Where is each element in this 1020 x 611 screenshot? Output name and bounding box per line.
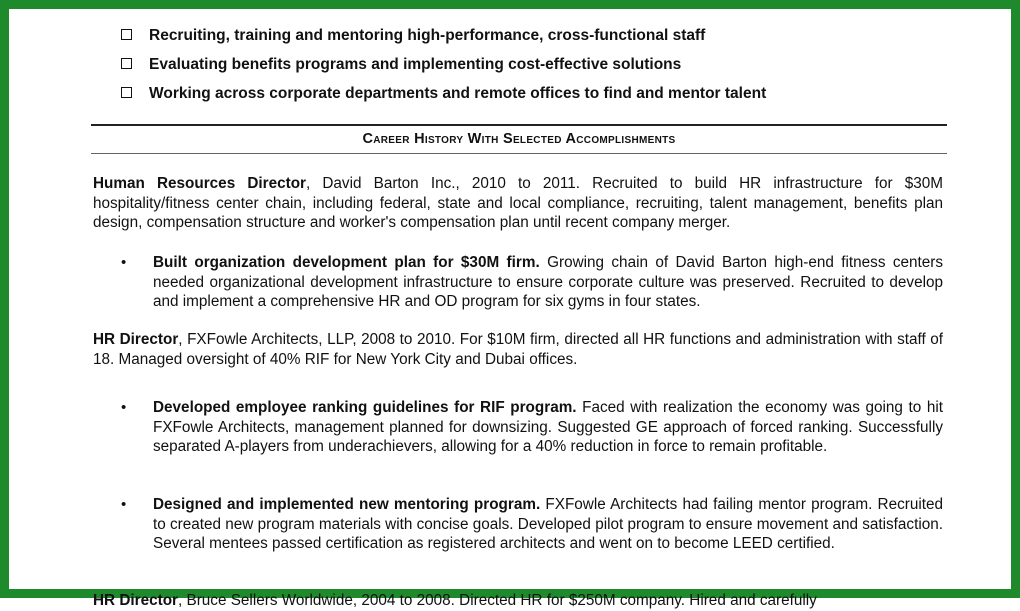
bullet-dot-icon: • xyxy=(121,496,127,513)
accomplishment-item xyxy=(121,398,943,457)
skill-item: Working across corporate departments and remote offices to find and mentor talent xyxy=(121,85,766,103)
accomplishment-headline: Developed employee ranking guidelines for RIF program. xyxy=(153,399,577,416)
accomplishment-text: FXFowle Architects had failing mentor program. Recruited to created new program materials with concise goals. Developed pilot program to ensure movement and satisfaction. Several mentees passed certification as registered architects and went on to become LEED certified. xyxy=(153,496,943,553)
accomplishment-item xyxy=(121,253,944,312)
job-title: HR Director xyxy=(93,331,179,348)
accomplishment-headline: Built organization development plan for $30M firm. xyxy=(153,254,540,271)
job-title: Human Resources Director xyxy=(93,175,306,192)
job-description: , Bruce Sellers Worldwide, 2004 to 2008. Directed HR for $250M company. Hired and carefully xyxy=(178,592,817,609)
accomplishment-headline: Designed and implemented new mentoring program. xyxy=(153,496,541,513)
checkbox-square-icon xyxy=(121,58,132,69)
job-entry xyxy=(93,330,943,369)
checkbox-square-icon xyxy=(121,29,132,40)
job-entry xyxy=(93,174,943,233)
accomplishment-text: Faced with realization the economy was going to hit FXFowle Architects, management planned for downsizing. Suggested GE approach of forced ranking. Successfully separated A-players from underachievers, allowing for a 40% reduction in force to remain profitable. xyxy=(153,399,943,456)
skill-item: Evaluating benefits programs and implementing cost-effective solutions xyxy=(121,56,681,74)
job-title: HR Director xyxy=(93,592,178,609)
job-description: , FXFowle Architects, LLP, 2008 to 2010. For $10M firm, directed all HR functions and administration with staff of 18. Managed oversight of 40% RIF for New York City and Dubai offices. xyxy=(93,331,943,368)
job-description: , David Barton Inc., 2010 to 2011. Recruited to build HR infrastructure for $30M hospitality/fitness center chain, including federal, state and local compliance, recruiting, talent management, benefits plan design, compensation structure and worker's compensation plan until recent company merger. xyxy=(93,175,943,232)
accomplishment-item xyxy=(121,495,943,554)
section-title: Career History With Selected Accomplishments xyxy=(362,131,676,147)
section-rule-bottom xyxy=(91,153,947,154)
checkbox-square-icon xyxy=(121,87,132,98)
accomplishment-text: Growing chain of David Barton high-end fitness centers needed organizational development infrastructure to ensure corporate culture was preserved. Recruited to develop and implement a comprehensive HR and OD program for six gyms in four states. xyxy=(153,254,944,311)
bullet-dot-icon: • xyxy=(121,399,127,416)
section-rule-top xyxy=(91,124,947,126)
bullet-dot-icon: • xyxy=(121,254,127,271)
job-entry-cutoff xyxy=(93,591,943,609)
skill-item: Recruiting, training and mentoring high-performance, cross-functional staff xyxy=(121,27,705,45)
